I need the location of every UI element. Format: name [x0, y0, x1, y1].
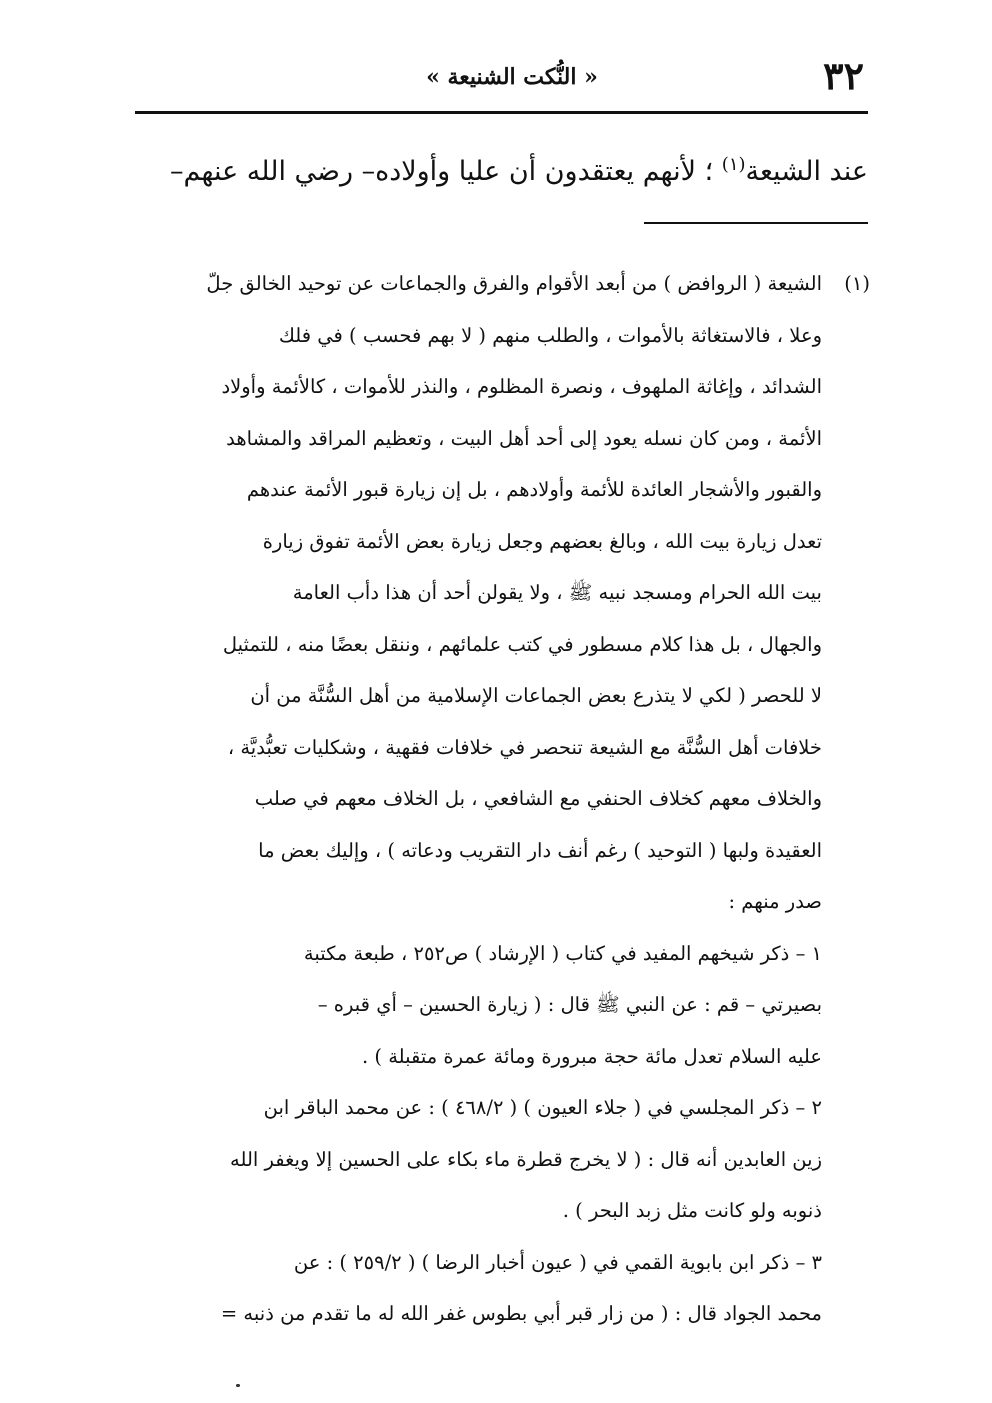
footnote-line: زين العابدين أنه قال : ( لا يخرج قطرة ماء بكاء على الحسين إلا ويغفر الله: [230, 1147, 822, 1171]
footnote-line: الشدائد ، وإغاثة الملهوف ، ونصرة المظلوم ، والنذر للأموات ، كالأئمة وأولاد: [221, 375, 822, 398]
header-rule: [135, 111, 868, 114]
footnote-line: والجهال ، بل هذا كلام مسطور في كتب علمائهم ، وننقل بعضًا منه ، للتمثيل: [222, 632, 822, 656]
footnote-line: الأئمة ، ومن كان نسله يعود إلى أحد أهل البيت ، وتعظيم المراقد والمشاهد: [226, 426, 822, 450]
footnote-line: [130, 258, 870, 310]
footnote-marker: (١): [844, 272, 870, 295]
main-text-line: [135, 150, 868, 194]
footnote-line: العقيدة ولبها ( التوحيد ) رغم أنف دار التقريب ودعاته ) ، وإليك بعض ما: [258, 838, 822, 862]
page-header: [120, 52, 864, 104]
footnote-line: بيت الله الحرام ومسجد نبيه ﷺ ، ولا يقولن أحد أن هذا دأب العامة: [292, 581, 822, 604]
footnote-line: لا للحصر ( لكي لا يتذرع بعض الجماعات الإسلامية من أهل السُّنَّة من أن: [250, 684, 822, 707]
footnote-line: ١ – ذكر شيخهم المفيد في كتاب ( الإرشاد ) ص٢٥٢ ، طبعة مكتبة: [303, 941, 822, 965]
footnote-line: والقبور والأشجار العائدة للأئمة وأولادهم ، بل إن زيارة قبور الأئمة عندهم: [246, 478, 822, 501]
footnote-line: خلافات أهل السُّنَّة مع الشيعة تنحصر في خلافات فقهية ، وشكليات تعبُّديَّة ،: [227, 735, 822, 759]
footnote-block: [130, 258, 870, 1340]
footnote-line: وعلا ، فالاستغاثة بالأموات ، والطلب منهم ( لا بهم فحسب ) في فلك: [278, 323, 822, 347]
footnote-reference: (١): [721, 154, 746, 175]
footnote-line: ٣ – ذكر ابن بابوية القمي في ( عيون أخبار الرضا ) ( ٢٥٩/٢ ) : عن: [293, 1250, 822, 1274]
footnote-line-text: الشيعة ( الروافض ) من أبعد الأقوام والفرق والجماعات عن توحيد الخالق جلّ: [206, 272, 822, 295]
footnote-line: عليه السلام تعدل مائة حجة مبرورة ومائة عمرة متقبلة ) .: [362, 1044, 822, 1068]
footnote-separator: [644, 222, 868, 224]
footnote-line: محمد الجواد قال : ( من زار قبر أبي بطوس غفر الله له ما تقدم من ذنبه =: [220, 1302, 822, 1325]
footnote-line: تعدل زيارة بيت الله ، وبالغ بعضهم وجعل زيارة بعض الأئمة تفوق زيارة: [262, 529, 822, 553]
footnote-line: بصيرتي – قم : عن النبي ﷺ قال : ( زيارة الحسين – أي قبره –: [317, 993, 822, 1016]
main-text-before-ref: عند الشيعة: [745, 156, 868, 187]
scan-speck: [236, 1384, 240, 1387]
footnote-line: ذنوبه ولو كانت مثل زبد البحر ) .: [562, 1199, 822, 1222]
footnote-line: ٢ – ذكر المجلسي في ( جلاء العيون ) ( ٤٦٨/٢ ) : عن محمد الباقر ابن: [263, 1096, 822, 1119]
main-text-after-ref: ؛ لأنهم يعتقدون أن عليا وأولاده– رضي الله عنهم–: [170, 156, 722, 187]
footnote-line: والخلاف معهم كخلاف الحنفي مع الشافعي ، بل الخلاف معهم في صلب: [254, 787, 822, 810]
footnote-line: صدر منهم :: [728, 890, 822, 913]
running-title: « النُّكت الشنيعة »: [426, 64, 598, 90]
page-number: ٣٢: [823, 53, 864, 98]
